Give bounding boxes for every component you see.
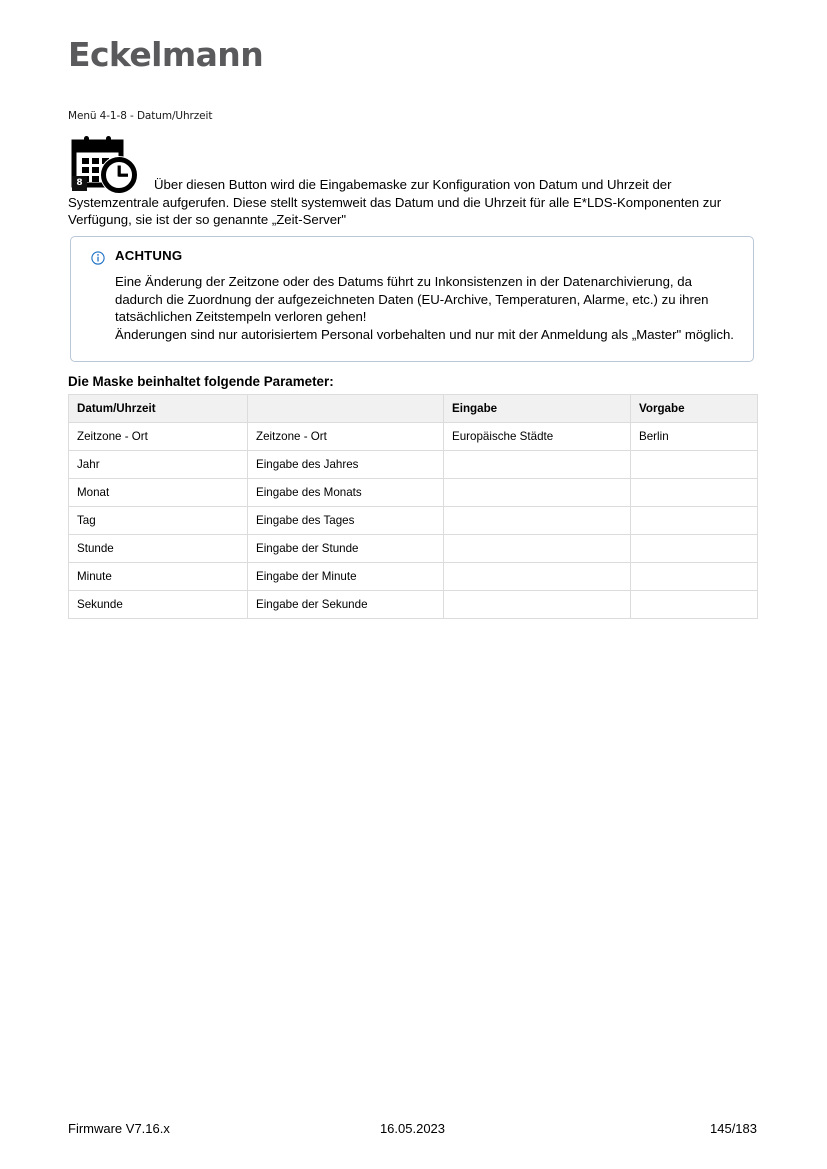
- intro-paragraph: [68, 176, 758, 229]
- menu-path-breadcrumb: Menü 4-1-8 - Datum/Uhrzeit: [68, 110, 213, 122]
- attention-note-title: ACHTUNG: [115, 248, 183, 263]
- table-cell: [631, 535, 758, 563]
- footer-firmware-version: Firmware V7.16.x: [68, 1121, 170, 1136]
- table-cell: Eingabe des Monats: [248, 479, 444, 507]
- table-cell: Monat: [69, 479, 248, 507]
- table-row: [69, 591, 758, 619]
- table-header-cell: Datum/Uhrzeit: [69, 395, 248, 423]
- parameter-table: [68, 394, 758, 619]
- section-heading: Die Maske beinhaltet folgende Parameter:: [68, 374, 334, 389]
- table-cell: [631, 479, 758, 507]
- page-footer: [68, 1121, 757, 1139]
- table-header-cell: Eingabe: [444, 395, 631, 423]
- footer-date: 16.05.2023: [379, 1121, 446, 1136]
- table-cell: Tag: [69, 507, 248, 535]
- table-row: [69, 451, 758, 479]
- table-row: [69, 563, 758, 591]
- attention-note-body: [115, 273, 735, 343]
- table-cell: Eingabe des Tages: [248, 507, 444, 535]
- table-header-cell: Vorgabe: [631, 395, 758, 423]
- attention-note-paragraph: Eine Änderung der Zeitzone oder des Datums führt zu Inkonsistenzen in der Datenarchivierung, da dadurch die Zuordnung der aufgezeichneten Daten (EU-Archive, Temperaturen, Alarme, etc.) zu ihren tatsächlichen Zeitstempeln verloren gehen!: [115, 274, 709, 324]
- table-cell: Europäische Städte: [444, 423, 631, 451]
- table-cell: [631, 591, 758, 619]
- table-cell: Eingabe der Minute: [248, 563, 444, 591]
- table-row: [69, 507, 758, 535]
- table-row: [69, 535, 758, 563]
- table-cell: Jahr: [69, 451, 248, 479]
- table-cell: Eingabe der Stunde: [248, 535, 444, 563]
- table-row: [69, 479, 758, 507]
- table-cell: [444, 479, 631, 507]
- table-row: [69, 423, 758, 451]
- icon-badge-number: 8: [72, 176, 87, 191]
- table-cell: [444, 507, 631, 535]
- table-cell: Eingabe der Sekunde: [248, 591, 444, 619]
- table-cell: Eingabe des Jahres: [248, 451, 444, 479]
- table-cell: Zeitzone - Ort: [248, 423, 444, 451]
- company-logo: Eckelmann: [68, 35, 264, 74]
- table-cell: [631, 507, 758, 535]
- table-cell: [631, 451, 758, 479]
- table-header-row: [69, 395, 758, 423]
- table-cell: [444, 591, 631, 619]
- table-cell: Stunde: [69, 535, 248, 563]
- footer-page-number: 145/183: [710, 1121, 757, 1136]
- intro-text: Über diesen Button wird die Eingabemaske zur Konfiguration von Datum und Uhrzeit der Systemzentrale aufgerufen. Diese stellt systemweit das Datum und die Uhrzeit für alle E*LDS-Komponenten zur Verfügung, sie ist der so genannte „Zeit-Server": [68, 177, 722, 227]
- info-circle-icon: [91, 251, 105, 265]
- table-cell: Zeitzone - Ort: [69, 423, 248, 451]
- table-cell: [444, 451, 631, 479]
- attention-note-box: [70, 236, 754, 362]
- attention-note-paragraph: Änderungen sind nur autorisiertem Personal vorbehalten und nur mit der Anmeldung als „Master" möglich.: [115, 326, 734, 342]
- table-cell: Sekunde: [69, 591, 248, 619]
- table-cell: [444, 535, 631, 563]
- table-header-cell: [248, 395, 444, 423]
- table-cell: [631, 563, 758, 591]
- table-cell: [444, 563, 631, 591]
- table-cell: Minute: [69, 563, 248, 591]
- table-cell: Berlin: [631, 423, 758, 451]
